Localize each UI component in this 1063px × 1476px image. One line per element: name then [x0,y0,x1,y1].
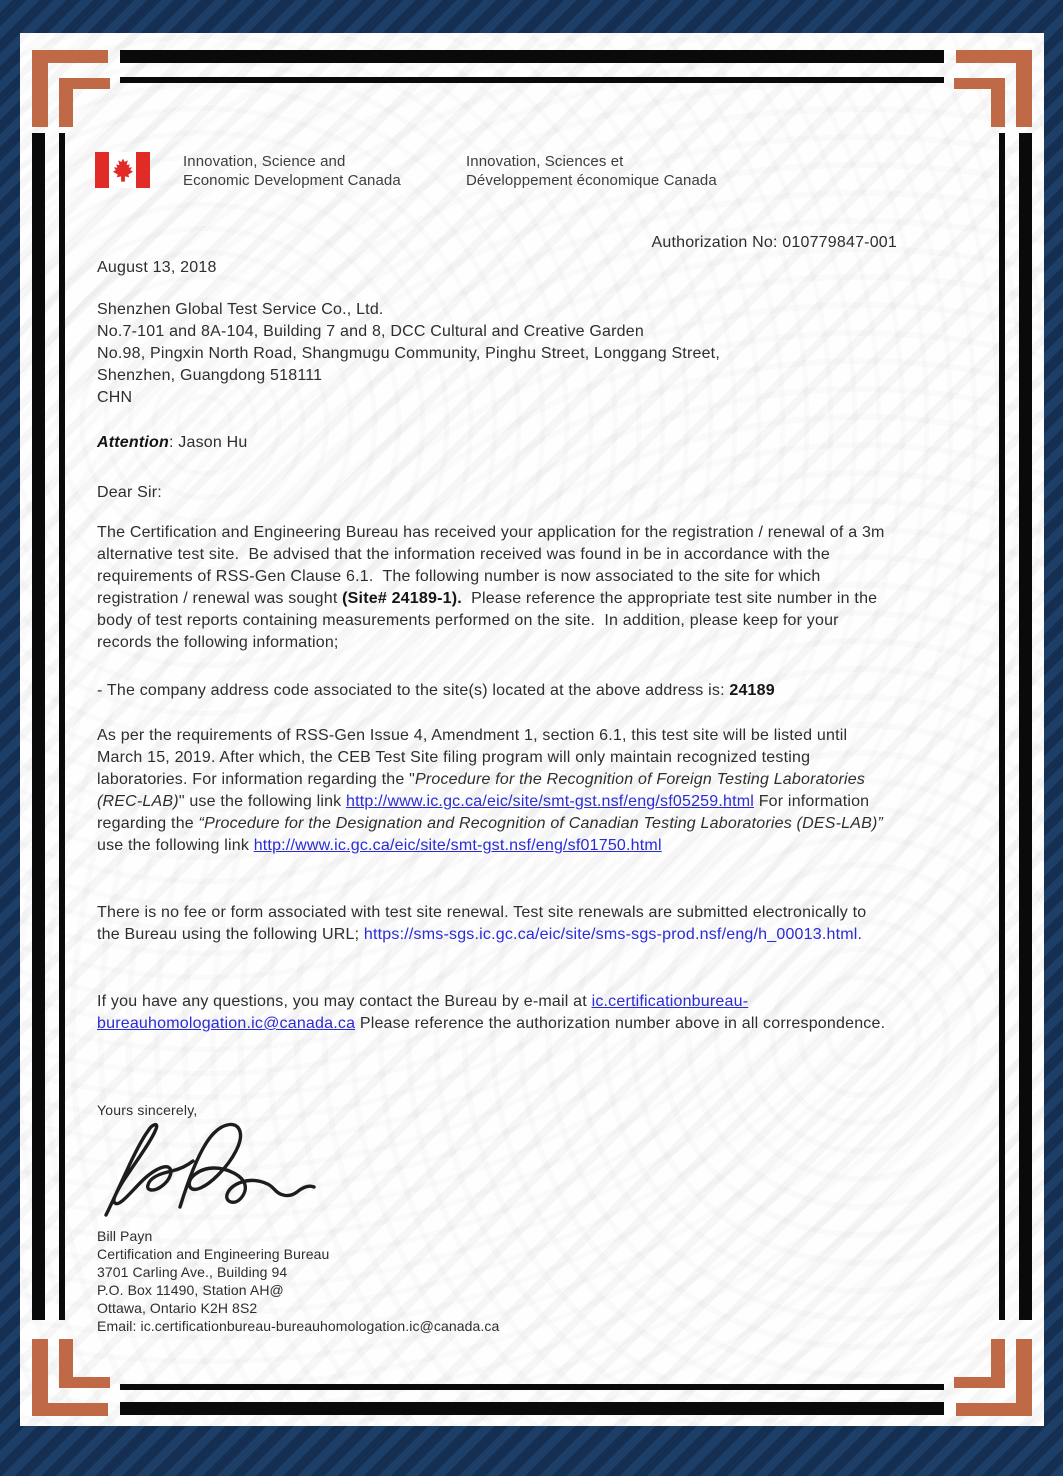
frame-corner-top-left [32,50,124,145]
text-segment: Attention [97,434,170,451]
attention-line [97,432,897,454]
signature-scrawl [92,1119,327,1224]
frame-corner-bottom-left [32,1321,124,1416]
text-segment: 24189 [729,682,775,699]
hyperlink[interactable]: ic.certificationbureau-bureauhomologation.ic@canada.ca [97,993,749,1032]
text-segment: : Jason Hu [169,434,248,451]
hyperlink[interactable]: https://sms-sgs.ic.gc.ca/eic/site/sms-sgs-prod.nsf/eng/h_00013.html. [363,926,863,943]
frame-bar-top-thick [120,50,944,63]
text-segment: If you have any questions, you may contact the Bureau by e-mail at [97,993,592,1010]
frame-corner-bottom-right [940,1321,1032,1416]
recipient-address-line: Shenzhen Global Test Service Co., Ltd. [97,301,384,318]
frame-bar-bottom-thick [120,1402,944,1415]
sender-info-line: Email: ic.certificationbureau-bureauhomologation.ic@canada.ca [97,1318,500,1334]
letter-page [20,33,1044,1426]
recipient-address-line: CHN [97,389,133,406]
paragraph-renewal-fee [97,902,892,946]
text-segment: “Procedure for the Designation and Recognition of Canadian Testing Laboratories (DES-LAB)” [198,815,883,832]
flag-center [109,152,136,188]
frame-bar-right-thick [1019,133,1032,1320]
text-segment: As per the requirements of RSS-Gen Issue 4, Amendment 1, section 6.1, this test site will be listed until March 15, 2019. After which, the CEB Test Site filing program will only maintain recognized testing laboratories. For information regarding the " [97,727,852,788]
text-segment: For information regarding the [97,793,874,832]
hyperlink[interactable]: http://www.ic.gc.ca/eic/site/smt-gst.nsf/eng/sf05259.html [346,793,755,810]
authorization-number: Authorization No: 010779847-001 [651,234,897,251]
recipient-address-line: No.7-101 and 8A-104, Building 7 and 8, DCC Cultural and Creative Garden [97,323,644,340]
sender-info-line: 3701 Carling Ave., Building 94 [97,1264,288,1280]
recipient-address-line: Shenzhen, Guangdong 518111 [97,367,323,384]
department-name-french [466,152,717,190]
text-segment: - The company address code associated to the site(s) located at the above address is: [97,682,730,699]
department-name-line: Développement économique Canada [466,172,717,189]
paragraph-application-received [97,522,892,654]
frame-corner-top-right [940,50,1032,145]
sender-info-line: P.O. Box 11490, Station AH@ [97,1282,284,1298]
department-name-line: Innovation, Science and [183,153,346,170]
department-name-english [183,152,401,190]
sender-info-line: Bill Payn [97,1228,153,1244]
corner-bracket-inner [954,78,1005,127]
hyperlink[interactable]: http://www.ic.gc.ca/eic/site/smt-gst.nsf/eng/sf01750.html [253,837,662,854]
paragraph-rss-gen-requirements [97,725,892,857]
company-address-code-line [97,680,897,702]
recipient-address-line: No.98, Pingxin North Road, Shangmugu Community, Pinghu Street, Longgang Street, [97,345,720,362]
canada-flag-icon [95,152,150,188]
signature-bill-payn [92,1119,327,1229]
text-segment: " use the following link [178,793,347,810]
flag-red-band-right [136,152,150,188]
text-segment: Procedure for the Recognition of Foreign Testing Laboratories (REC-LAB) [97,771,870,810]
corner-bracket-inner [954,1339,1005,1388]
frame-bar-bottom-thin [120,1384,944,1390]
closing-phrase: Yours sincerely, [97,1102,198,1118]
text-segment: Please reference the appropriate test site number in the body of test reports containing measurements performed on the site. In addition, please keep for your records the following information; [97,590,882,651]
frame-bar-right-thin [999,133,1005,1320]
frame-bar-left-thick [32,133,45,1320]
text-segment: The Certification and Engineering Bureau has received your application for the registration / renewal of a 3m alternative test site. Be advised that the information received was found in be in accordance with the requirements of RSS-Gen Clause 6.1. The following number is now associated to the site for which registration / renewal was sought [97,524,890,607]
recipient-address-block [97,299,897,409]
corner-bracket-inner [59,78,110,127]
paragraph-contact [97,991,892,1035]
sender-info-line: Ottawa, Ontario K2H 8S2 [97,1300,258,1316]
text-segment: Please reference the authorization number above in all correspondence. [355,1015,886,1032]
flag-red-band-left [95,152,109,188]
sender-info-line: Certification and Engineering Bureau [97,1246,330,1262]
letter-date: August 13, 2018 [97,259,217,276]
department-name-line: Innovation, Sciences et [466,153,624,170]
maple-leaf-icon [111,157,135,183]
frame-bar-top-thin [120,77,944,83]
text-segment: use the following link [97,815,888,854]
text-segment: (Site# 24189-1). [342,590,462,607]
corner-bracket-inner [59,1339,110,1388]
text-segment: There is no fee or form associated with test site renewal. Test site renewals are submitted electronically to the Bureau using the following URL; [97,904,872,943]
salutation: Dear Sir: [97,484,162,501]
sender-signature-block [97,1227,897,1335]
frame-bar-left-thin [59,133,65,1320]
department-name-line: Economic Development Canada [183,172,401,189]
